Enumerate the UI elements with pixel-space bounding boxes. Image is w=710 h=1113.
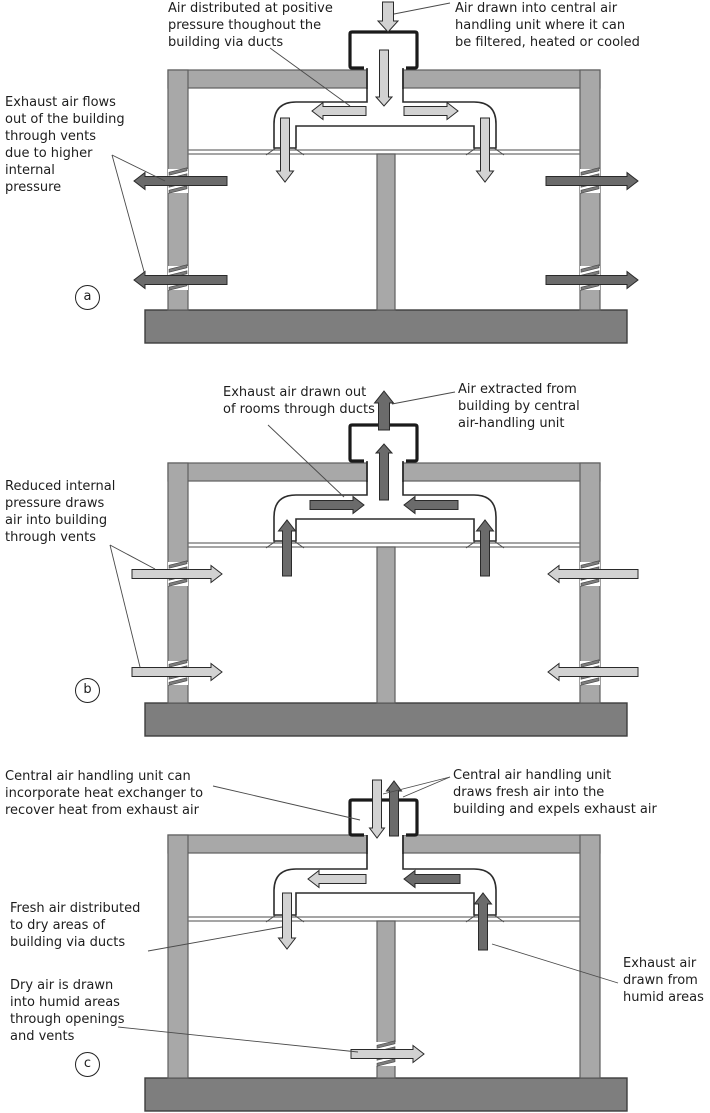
leader-extracted bbox=[392, 392, 455, 404]
label-fresh-to-dry-areas: Fresh air distributed to dry areas of building via ducts bbox=[10, 901, 141, 950]
centre-column bbox=[377, 547, 395, 703]
label-air-drawn-into-unit: Air drawn into central air handling unit where it can be filtered, heated or cooled bbox=[455, 1, 640, 50]
centre-column bbox=[377, 154, 395, 310]
right-wall bbox=[580, 835, 600, 1078]
panel-c-drawing bbox=[118, 777, 627, 1111]
label-heat-exchanger: Central air handling unit can incorporate heat exchanger to recover heat from exhaust air bbox=[5, 769, 204, 818]
panel-c-marker: c bbox=[75, 1052, 100, 1077]
duct-roof-opening bbox=[368, 834, 402, 854]
label-air-distributed: Air distributed at positive pressure thoughout the building via ducts bbox=[168, 1, 333, 50]
label-exhaust-humid: Exhaust air drawn from humid areas bbox=[623, 956, 704, 1005]
label-exhaust-flows-out: Exhaust air flows out of the building through vents due to higher internal pressure bbox=[5, 95, 125, 195]
leader-heat-exchanger bbox=[213, 786, 360, 820]
panel-b-marker: b bbox=[75, 678, 100, 703]
panel-a-drawing bbox=[112, 2, 638, 343]
ground-slab bbox=[145, 1078, 627, 1111]
label-exhaust-drawn-through-ducts: Exhaust air drawn out of rooms through ducts bbox=[223, 385, 375, 417]
exhaust-inlet-right-arrow bbox=[477, 520, 494, 576]
leader-exhaust-ducts bbox=[268, 425, 344, 497]
label-air-extracted: Air extracted from building by central air-handling unit bbox=[458, 382, 580, 431]
label-reduced-pressure: Reduced internal pressure draws air into building through vents bbox=[5, 479, 116, 545]
left-wall bbox=[168, 835, 188, 1078]
leader-drawn-in bbox=[394, 3, 450, 14]
leader-reduced-upper bbox=[110, 545, 155, 569]
leader-reduced-lower bbox=[110, 545, 140, 667]
leader-dry-air-drawn bbox=[118, 1027, 358, 1052]
ground-slab bbox=[145, 703, 627, 736]
ground-slab bbox=[145, 310, 627, 343]
fresh-air-intake-arrow bbox=[378, 2, 398, 32]
panel-b-drawing bbox=[110, 391, 638, 736]
panel-a-marker: a bbox=[75, 285, 100, 310]
label-dry-air-drawn: Dry air is drawn into humid areas through openings and vents bbox=[10, 978, 125, 1044]
label-fresh-and-exhaust: Central air handling unit draws fresh air into the building and expels exhaust air bbox=[453, 768, 657, 817]
exhaust-inlet-left-arrow bbox=[279, 520, 296, 576]
